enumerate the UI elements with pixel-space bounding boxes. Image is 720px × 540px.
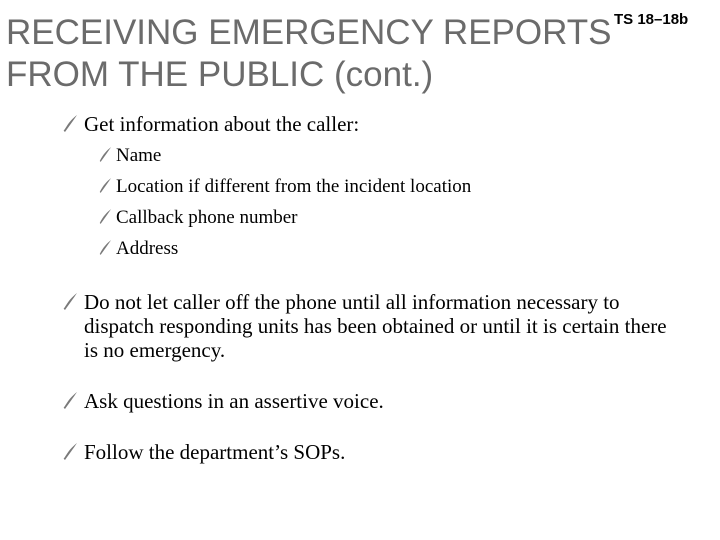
bullet-marker-icon <box>62 113 78 135</box>
sub-bullet-3-text: Callback phone number <box>116 207 298 228</box>
bullet-3 <box>84 389 684 413</box>
sub-bullet-2-text: Location if different from the incident location <box>116 176 472 197</box>
sub-bullet-3 <box>116 207 676 229</box>
bullet-1 <box>84 112 684 136</box>
bullet-2 <box>84 290 680 362</box>
bullet-marker-icon <box>62 441 78 463</box>
bullet-4 <box>84 440 684 464</box>
bullet-marker-icon <box>98 176 114 198</box>
bullet-marker-icon <box>98 207 114 229</box>
sub-bullet-1-text: Name <box>116 145 162 166</box>
sub-bullet-4 <box>116 238 676 260</box>
slide-title: RECEIVING EMERGENCY REPORTS FROM THE PUBLIC (cont.) <box>6 13 612 94</box>
bullet-4-text: Follow the department’s SOPs. <box>84 440 346 464</box>
bullet-1-text: Get information about the caller: <box>84 112 360 136</box>
bullet-3-text: Ask questions in an assertive voice. <box>84 389 384 413</box>
bullet-marker-icon <box>98 238 114 260</box>
sub-bullet-1 <box>116 145 676 167</box>
bullet-marker-icon <box>98 145 114 167</box>
bullet-marker-icon <box>62 390 78 412</box>
slide-number: TS 18–18b <box>614 11 689 28</box>
sub-bullet-2 <box>116 176 676 198</box>
sub-bullet-4-text: Address <box>116 238 179 259</box>
bullet-2-text: Do not let caller off the phone until all information necessary to dispatch responding units has been obtained or until it is certain there is no emergency. <box>84 290 667 362</box>
bullet-marker-icon <box>62 291 78 313</box>
